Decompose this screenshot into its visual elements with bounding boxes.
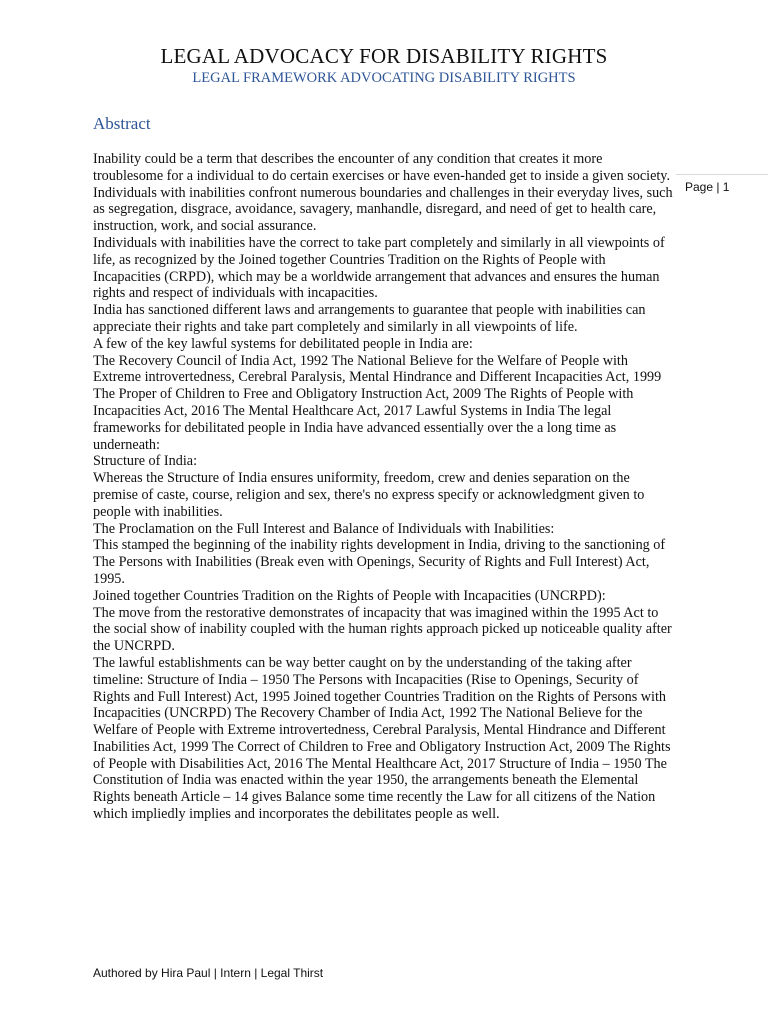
paragraph-proclamation-heading: The Proclamation on the Full Interest and Balance of Individuals with Inabilities:: [93, 520, 555, 537]
paragraph-india-laws: India has sanctioned different laws and arrangements to guarantee that people with inabilities can appreciate their rights and take part completely and similarly in all viewpoints of life.: [93, 302, 646, 335]
paragraph-structure-heading: Structure of India:: [93, 453, 198, 470]
abstract-heading: Abstract: [93, 114, 151, 133]
abstract-body: [93, 151, 675, 823]
page-number: Page | 1: [685, 180, 730, 194]
paragraph-crpd: Individuals with inabilities have the correct to take part completely and similarly in all viewpoints of life, as recognized by the Joined together Countries Tradition on the Rights of People with Incapacities (CRPD), which may be a worldwide arrangement that advances and ensures the human rights and respect of individuals with incapacities.: [93, 234, 665, 302]
paragraph-proclamation: This stamped the beginning of the inability rights development in India, driving to the sanctioning of The Persons with Inabilities (Break even with Openings, Security of Rights and Full Interest) Act, 1995.: [93, 537, 666, 587]
footer-author: Authored by Hira Paul | Intern | Legal Thirst: [93, 966, 324, 980]
paragraph-timeline: The lawful establishments can be way better caught on by the understanding of the taking after timeline: Structure of India – 1950 The Persons with Incapacities (Rise to Openings, Security of Rights and Full Interest) Act, 1995 Joined together Countries Tradition on the Rights of Persons with Incapacities (UNCRPD) The Recovery Chamber of India Act, 1992 The National Believe for the Welfare of People with Extreme introvertedness, Cerebral Paralysis, Mental Hindrance and Different Inabilities Act, 1999 The Correct of Children to Free and Obligatory Instruction Act, 2009 The Rights of People with Disabilities Act, 2016 The Mental Healthcare Act, 2017 Structure of India – 1950 The Constitution of India was enacted within the year 1950, the arrangements beneath the Elemental Rights beneath Article – 14 gives Balance some time recently the Law for all citizens of the Nation which impliedly implies and incorporates the debilitates people as well.: [93, 654, 671, 823]
document-title: LEGAL ADVOCACY FOR DISABILITY RIGHTS: [160, 44, 608, 68]
paragraph-intro: Inability could be a term that describes the encounter of any condition that creates it more troublesome for a individual to do certain exercises or have even-handed get to inside a given society. Individuals with inabilities confront numerous boundaries and challenges in their everyday lives, such as segregation, disgrace, avoidance, savagery, manhandle, disregard, and need of get to health care, instruction, work, and social assurance.: [93, 151, 673, 235]
paragraph-uncrpd: The move from the restorative demonstrates of incapacity that was imagined within the 1995 Act to the social show of inability coupled with the human rights approach picked up noticeable quality after the UNCRPD.: [93, 604, 672, 655]
paragraph-acts-list: The Recovery Council of India Act, 1992 The National Believe for the Welfare of People with Extreme introvertedness, Cerebral Paralysis, Mental Hindrance and Different Incapacities Act, 1999 The Proper of Children to Free and Obligatory Instruction Act, 2009 The Rights of People with Incapacities Act, 2016 The Mental Healthcare Act, 2017 Lawful Systems in India The legal frameworks for debilitated people in India have advanced essentially over the a long time as underneath:: [93, 352, 662, 453]
paragraph-structure: Whereas the Structure of India ensures uniformity, freedom, crew and denies separation on the premise of caste, course, religion and sex, there's no express specify or acknowledgment given to people with inabilities.: [93, 470, 645, 520]
paragraph-key-systems: A few of the key lawful systems for debilitated people in India are:: [93, 335, 473, 352]
document-subtitle: LEGAL FRAMEWORK ADVOCATING DISABILITY RIGHTS: [192, 70, 576, 86]
paragraph-uncrpd-heading: Joined together Countries Tradition on the Rights of People with Incapacities (UNCRPD):: [93, 587, 606, 604]
